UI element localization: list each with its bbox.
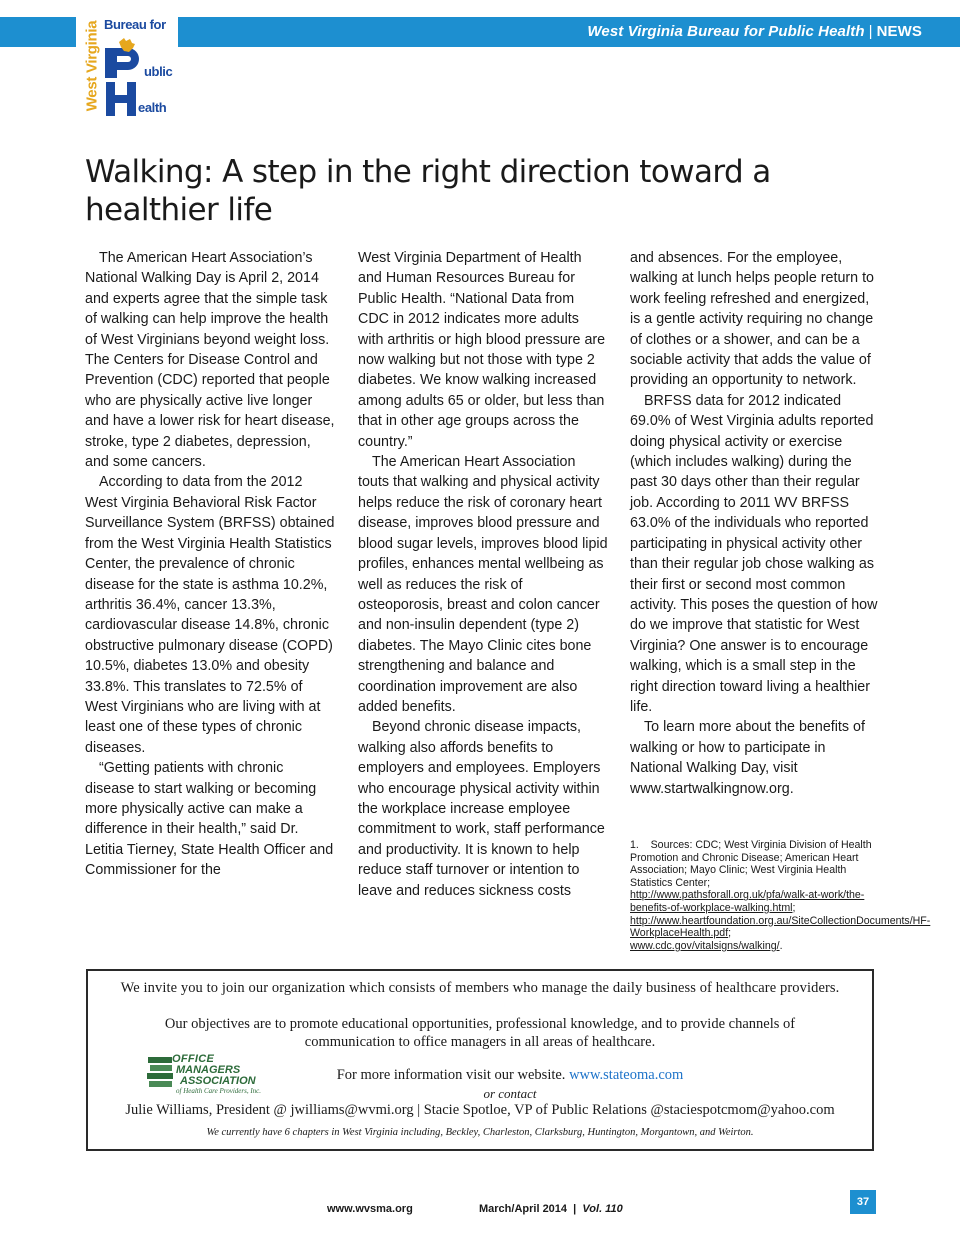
ad-contacts: Julie Williams, President @ jwilliams@wvmi.org | Stacie Spotloe, VP of Public Relations @staciespotcmom@yahoo.com bbox=[125, 1102, 835, 1118]
ad-invite-text: We invite you to join our organization which consists of members who manage the daily business of healthcare providers. bbox=[120, 980, 840, 996]
paragraph: To learn more about the benefits of walking or how to participate in National Walking Day, visit www.startwalkingnow.org. bbox=[630, 719, 865, 797]
logo-ealth-text: ealth bbox=[138, 100, 167, 115]
ad-website-line: For more information visit our website. www.stateoma.com bbox=[336, 1067, 684, 1083]
article-title: Walking: A step in the right direction toward a healthier life bbox=[85, 154, 771, 228]
section-name: NEWS bbox=[876, 23, 922, 40]
logo-ublic-text: ublic bbox=[144, 64, 173, 79]
article-column-1 bbox=[85, 248, 335, 881]
ad-objectives-text: Our objectives are to promote educational opportunities, professional knowledge, and to provide channels of communication to office managers in all areas of healthcare. bbox=[164, 1016, 796, 1050]
footnote-link-cdc[interactable]: www.cdc.gov/vitalsigns/walking/ bbox=[630, 939, 780, 952]
footnote-link-pathsforall[interactable]: http://www.pathsforall.org.uk/pfa/walk-at-work/the-benefits-of-workplace-walking.html bbox=[630, 889, 865, 914]
paragraph: According to data from the 2012 West Virginia Behavioral Risk Factor Surveillance System (BRFSS) obtained from the West Virginia Health Statistics Center, the prevalence of chronic disease for the state is asthma 10.2%, arthritis 36.4%, cancer 13.3%, cardiovascular disease 14.8%, chronic obstructive pulmonary disease (COPD) 10.5%, diabetes 13.0% and obesity 33.8%. This translates to 72.5% of West Virginians who are living with at least one of these types of chronic diseases. bbox=[85, 474, 335, 756]
paragraph: The American Heart Association’s National Walking Day is April 2, 2014 and experts agree that the simple task of walking can help improve the health of West Virginians beyond weight loss. The Centers for Disease Control and Prevention (CDC) reported that people who are physically active live longer and have a lower risk for heart disease, stroke, type 2 diabetes, depression, and some cancers. bbox=[85, 250, 335, 471]
publication-name: West Virginia Bureau for Public Health bbox=[587, 23, 865, 40]
ad-or-contact: or contact bbox=[483, 1086, 537, 1101]
footnote-sources: 1. Sources: CDC; West Virginia Division of Health Promotion and Chronic Disease; American Heart Association; Mayo Clinic; West Virginia Health Statistics Center; http://www.pathsforall.org.uk/pfa/walk-at-work/the-benefits-of-workplace-walking.html; http://www.heartfoundation.org.au/SiteCollectionDocuments/HF-WorkplaceHealth.pdf; www.cdc.gov/vitalsigns/walking/. bbox=[630, 839, 931, 952]
article-column-3 bbox=[630, 248, 880, 799]
header-title bbox=[587, 23, 922, 40]
logo-bureau-text: Bureau for bbox=[104, 17, 166, 32]
oma-logo-managers: MANAGERS bbox=[176, 1064, 241, 1076]
oma-website-link[interactable]: www.stateoma.com bbox=[569, 1067, 684, 1083]
bureau-logo bbox=[76, 8, 178, 116]
footnote-link-heartfoundation[interactable]: http://www.heartfoundation.org.au/SiteCollectionDocuments/HF-WorkplaceHealth.pdf bbox=[630, 914, 931, 940]
oma-advertisement bbox=[86, 969, 874, 1151]
paragraph: The American Heart Association touts that walking and physical activity helps reduce the risk of coronary heart disease, improves blood pressure and blood sugar levels, improves blood lipid profiles, enhances mental wellbeing as well as reduces the risk of osteoporosis, breast and colon cancer and non-insulin dependent (type 2) diabetes. The Mayo Clinic cites bone strengthening and balance and coordination improvement are also added benefits. bbox=[358, 454, 608, 715]
paragraph: West Virginia Department of Health and Human Resources Bureau for Public Health. “National Data from CDC in 2012 indicates more adults with arthritis or high blood pressure are now walking but not those with type 2 diabetes. We know walking increased among adults 65 or older, but less than that in other age groups across the country.” bbox=[358, 250, 606, 450]
oma-logo-tagline: of Health Care Providers, Inc. bbox=[176, 1087, 262, 1095]
paragraph: and absences. For the employee, walking at lunch helps people return to work feeling refreshed and energized, is a gentle activity requiring no change of clothes or a shower, and can be a sociable activity that adds the value of providing an opportunity to network. bbox=[630, 250, 874, 389]
header-separator: | bbox=[868, 23, 873, 40]
paragraph: “Getting patients with chronic disease to start walking or becoming more physically active can make a difference in their health,” said Dr. Letitia Tierney, State Health Officer and Commissioner for the bbox=[85, 760, 334, 879]
oma-logo-office: OFFICE bbox=[172, 1053, 215, 1065]
paragraph: BRFSS data for 2012 indicated 69.0% of West Virginia adults reported doing physical activity or exercise (which includes walking) during the past 30 days other than their regular job. According to 2011 WV BRFSS 63.0% of the individuals who reported participating in physical activity other than their regular job chose walking as their first or second most common activity. This poses the question of how do we improve that statistic for West Virginia? One answer is to encourage walking, which is a small step in the right direction toward living a healthier life. bbox=[630, 392, 878, 715]
ad-chapters: We currently have 6 chapters in West Virginia including, Beckley, Charleston, Clarksburg, Huntington, Morgantown, and Weirton. bbox=[206, 1127, 754, 1138]
article-column-2 bbox=[358, 248, 608, 901]
logo-h-letter bbox=[106, 82, 136, 116]
paragraph: Beyond chronic disease impacts, walking also affords benefits to employers and employees. Employers who encourage physical activity within the workplace increase employee commitment to work, staff performance and productivity. It is known to help reduce staff turnover or intention to leave and reduces sickness costs bbox=[358, 719, 605, 899]
footer-website: www.wvsma.org bbox=[327, 1203, 413, 1215]
oma-logo-association: ASSOCIATION bbox=[180, 1075, 256, 1087]
footer-issue: March/April 2014 | Vol. 110 bbox=[479, 1203, 623, 1215]
page-number: 37 bbox=[850, 1190, 876, 1214]
logo-vertical-text: West Virginia bbox=[83, 20, 101, 112]
wv-state-icon bbox=[116, 34, 138, 56]
